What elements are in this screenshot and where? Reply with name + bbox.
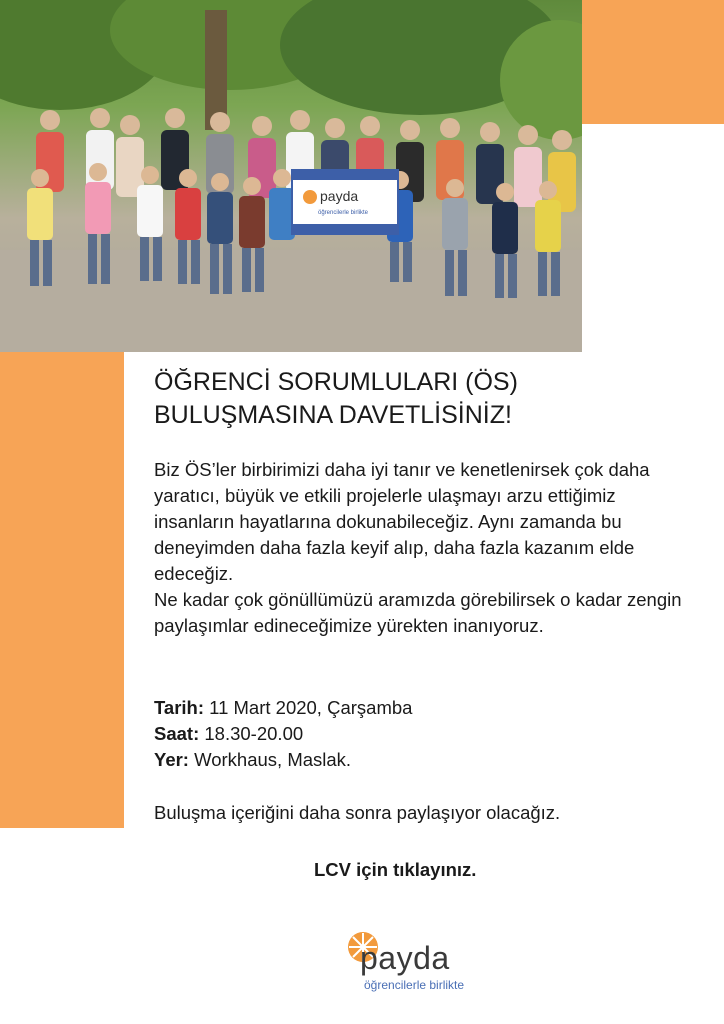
logo-tagline: öğrencilerle birlikte bbox=[364, 978, 465, 992]
place-label: Yer: bbox=[154, 749, 189, 770]
banner-tagline: öğrencilerle birlikte bbox=[318, 210, 369, 216]
date-label: Tarih: bbox=[154, 697, 205, 718]
event-date bbox=[154, 695, 694, 721]
event-time bbox=[154, 721, 694, 747]
logo-brand: payda bbox=[360, 940, 450, 976]
place-value: Workhaus, Maslak. bbox=[194, 749, 352, 770]
title-line-1: ÖĞRENCİ SORUMLULARI (ÖS) bbox=[154, 368, 518, 396]
payda-logo bbox=[344, 930, 504, 1000]
group-photo-illustration bbox=[0, 0, 582, 352]
banner-brand: payda bbox=[320, 188, 359, 204]
time-label: Saat: bbox=[154, 723, 200, 744]
rsvp-link[interactable]: LCV için tıklayınız. bbox=[314, 859, 477, 880]
orange-accent-left bbox=[0, 352, 124, 828]
event-place bbox=[154, 747, 694, 773]
body-paragraph-2: Ne kadar çok gönüllümüzü aramızda görebilirsek o kadar zengin paylaşımlar edineceğimize yürekten inanıyoruz. bbox=[154, 589, 682, 636]
later-note: Buluşma içeriğini daha sonra paylaşıyor olacağız. bbox=[154, 802, 561, 823]
invitation-body bbox=[154, 457, 694, 639]
event-details bbox=[154, 695, 694, 773]
title-line-2: BULUŞMASINA DAVETLİSİNİZ! bbox=[154, 401, 512, 429]
orange-accent-top bbox=[582, 0, 724, 124]
payda-banner bbox=[292, 170, 398, 234]
invitation-title bbox=[154, 366, 694, 432]
date-value: 11 Mart 2020, Çarşamba bbox=[209, 697, 413, 718]
time-value: 18.30-20.00 bbox=[204, 723, 304, 744]
body-paragraph-1: Biz ÖS’ler birbirimizi daha iyi tanır ve kenetlenirsek çok daha yaratıcı, büyük ve etkili projelerle ulaşmayı arzu ettiğimiz insanların hayatlarına dokunabileceğiz. Aynı zamanda bu deneyimden daha fazla keyif alıp, daha fazla kazanım elde edeceğiz. bbox=[154, 459, 650, 584]
group-photo bbox=[0, 0, 582, 352]
